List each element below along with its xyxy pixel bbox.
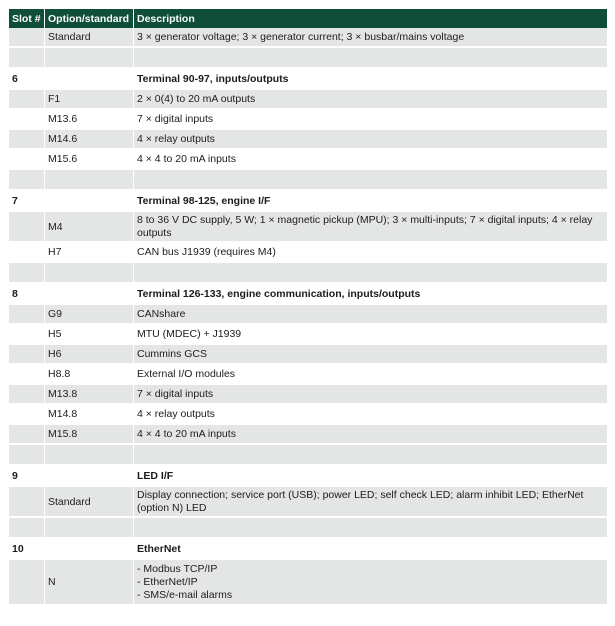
spacer-row bbox=[9, 518, 607, 539]
description-cell: - Modbus TCP/IP - EtherNet/IP - SMS/e-mail alarms bbox=[134, 560, 607, 606]
description-cell: 2 × 0(4) to 20 mA outputs bbox=[134, 90, 607, 110]
options-table bbox=[9, 9, 607, 606]
option-cell bbox=[45, 284, 134, 305]
option-cell: Standard bbox=[45, 28, 134, 48]
description-cell: 4 × 4 to 20 mA inputs bbox=[134, 425, 607, 445]
description-cell: 7 × digital inputs bbox=[134, 385, 607, 405]
section-title: LED I/F bbox=[134, 466, 607, 487]
description-cell: 4 × 4 to 20 mA inputs bbox=[134, 150, 607, 170]
description-cell bbox=[134, 170, 607, 191]
description-cell: CAN bus J1939 (requires M4) bbox=[134, 243, 607, 263]
slot-cell bbox=[9, 130, 45, 150]
description-cell: 4 × relay outputs bbox=[134, 405, 607, 425]
table-row bbox=[9, 243, 607, 263]
section-row bbox=[9, 69, 607, 90]
slot-cell bbox=[9, 305, 45, 325]
spacer-row bbox=[9, 48, 607, 69]
description-cell bbox=[134, 518, 607, 539]
slot-cell bbox=[9, 263, 45, 284]
description-cell: Cummins GCS bbox=[134, 345, 607, 365]
slot-number: 10 bbox=[9, 539, 45, 560]
table-row bbox=[9, 305, 607, 325]
table-row bbox=[9, 212, 607, 243]
slot-number: 6 bbox=[9, 69, 45, 90]
slot-cell bbox=[9, 385, 45, 405]
table-row bbox=[9, 150, 607, 170]
spacer-row bbox=[9, 170, 607, 191]
slot-cell bbox=[9, 365, 45, 385]
slot-cell bbox=[9, 325, 45, 345]
slot-cell bbox=[9, 150, 45, 170]
table-row bbox=[9, 385, 607, 405]
option-cell: M15.6 bbox=[45, 150, 134, 170]
header-description: Description bbox=[134, 9, 607, 28]
description-cell: 3 × generator voltage; 3 × generator current; 3 × busbar/mains voltage bbox=[134, 28, 607, 48]
table-header-row bbox=[9, 9, 607, 28]
option-cell: Standard bbox=[45, 487, 134, 518]
header-slot: Slot # bbox=[9, 9, 45, 28]
option-cell: M14.6 bbox=[45, 130, 134, 150]
option-cell: H6 bbox=[45, 345, 134, 365]
option-cell: H5 bbox=[45, 325, 134, 345]
description-cell: Display connection; service port (USB); power LED; self check LED; alarm inhibit LED; EtherNet (option N) LED bbox=[134, 487, 607, 518]
spacer-row bbox=[9, 445, 607, 466]
slot-cell bbox=[9, 212, 45, 243]
table-row bbox=[9, 130, 607, 150]
option-cell: N bbox=[45, 560, 134, 606]
section-row bbox=[9, 284, 607, 305]
header-option: Option/standard bbox=[45, 9, 134, 28]
slot-cell bbox=[9, 48, 45, 69]
slot-cell bbox=[9, 170, 45, 191]
option-cell: M15.8 bbox=[45, 425, 134, 445]
section-title: Terminal 126-133, engine communication, inputs/outputs bbox=[134, 284, 607, 305]
slot-cell bbox=[9, 560, 45, 606]
slot-number: 8 bbox=[9, 284, 45, 305]
table-row bbox=[9, 365, 607, 385]
slot-number: 9 bbox=[9, 466, 45, 487]
slot-cell bbox=[9, 405, 45, 425]
option-cell bbox=[45, 445, 134, 466]
description-cell bbox=[134, 445, 607, 466]
section-title: Terminal 98-125, engine I/F bbox=[134, 191, 607, 212]
section-title: Terminal 90-97, inputs/outputs bbox=[134, 69, 607, 90]
section-title: EtherNet bbox=[134, 539, 607, 560]
description-cell: 8 to 36 V DC supply, 5 W; 1 × magnetic pickup (MPU); 3 × multi-inputs; 7 × digital inputs; 4 × relay outputs bbox=[134, 212, 607, 243]
table-row bbox=[9, 28, 607, 48]
option-cell: M4 bbox=[45, 212, 134, 243]
section-row bbox=[9, 191, 607, 212]
description-cell: External I/O modules bbox=[134, 365, 607, 385]
slot-cell bbox=[9, 90, 45, 110]
description-cell: 7 × digital inputs bbox=[134, 110, 607, 130]
table-row bbox=[9, 405, 607, 425]
table-row bbox=[9, 325, 607, 345]
table-row bbox=[9, 560, 607, 606]
slot-cell bbox=[9, 518, 45, 539]
option-cell bbox=[45, 466, 134, 487]
slot-cell bbox=[9, 445, 45, 466]
slot-cell bbox=[9, 28, 45, 48]
option-cell bbox=[45, 518, 134, 539]
option-cell: G9 bbox=[45, 305, 134, 325]
option-cell: M14.8 bbox=[45, 405, 134, 425]
option-cell bbox=[45, 48, 134, 69]
slot-cell bbox=[9, 110, 45, 130]
section-row bbox=[9, 466, 607, 487]
slot-cell bbox=[9, 425, 45, 445]
description-cell bbox=[134, 48, 607, 69]
option-cell bbox=[45, 539, 134, 560]
option-cell bbox=[45, 69, 134, 90]
option-cell: H8.8 bbox=[45, 365, 134, 385]
description-cell: MTU (MDEC) + J1939 bbox=[134, 325, 607, 345]
option-cell: M13.6 bbox=[45, 110, 134, 130]
option-cell bbox=[45, 263, 134, 284]
section-row bbox=[9, 539, 607, 560]
description-cell: 4 × relay outputs bbox=[134, 130, 607, 150]
option-cell bbox=[45, 191, 134, 212]
description-cell bbox=[134, 263, 607, 284]
option-cell: F1 bbox=[45, 90, 134, 110]
option-cell: M13.8 bbox=[45, 385, 134, 405]
table-row bbox=[9, 345, 607, 365]
table-row bbox=[9, 425, 607, 445]
slot-cell bbox=[9, 345, 45, 365]
table-row bbox=[9, 487, 607, 518]
slot-cell bbox=[9, 243, 45, 263]
slot-number: 7 bbox=[9, 191, 45, 212]
description-cell: CANshare bbox=[134, 305, 607, 325]
option-cell: H7 bbox=[45, 243, 134, 263]
option-cell bbox=[45, 170, 134, 191]
table-row bbox=[9, 90, 607, 110]
table-row bbox=[9, 110, 607, 130]
slot-cell bbox=[9, 487, 45, 518]
spacer-row bbox=[9, 263, 607, 284]
